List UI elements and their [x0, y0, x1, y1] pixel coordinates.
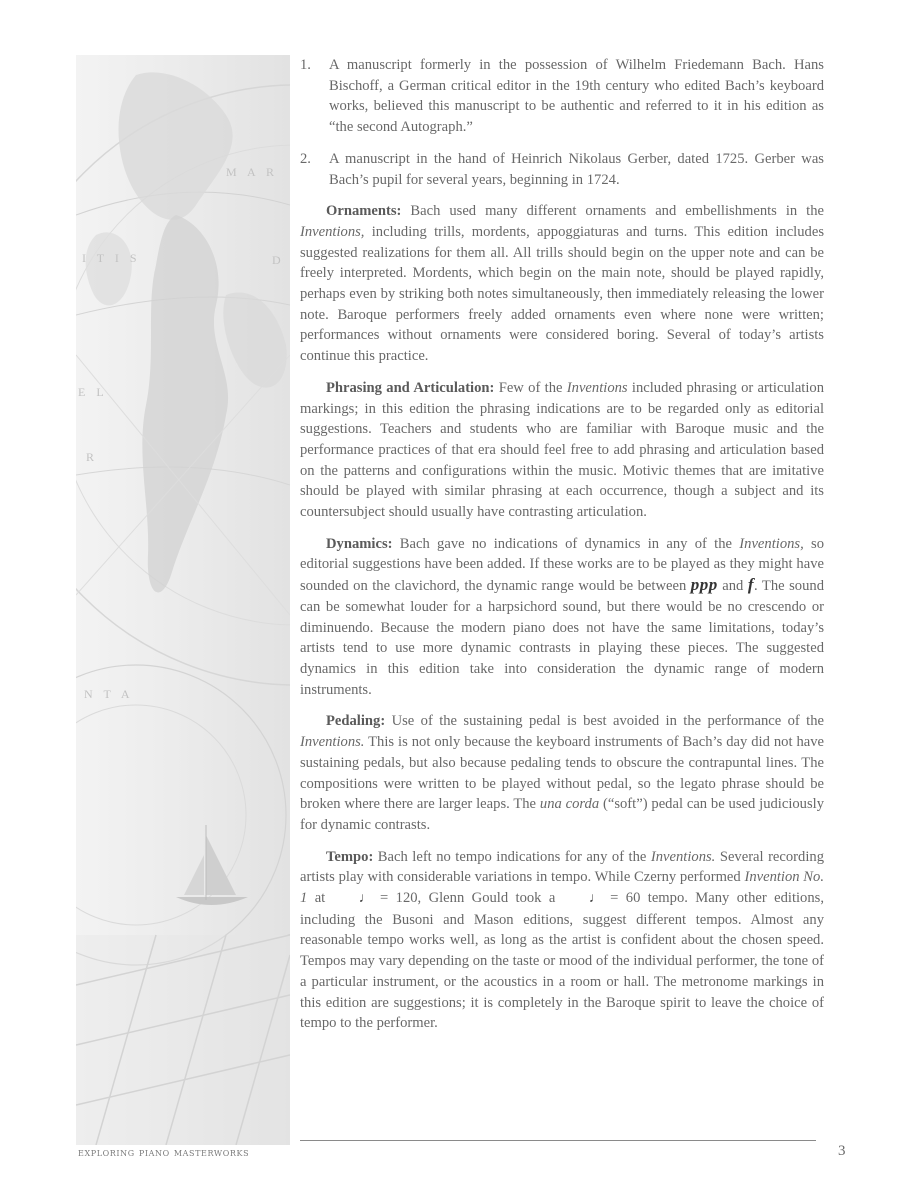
list-text: A manuscript formerly in the possession of Wilhelm Friedemann Bach. Hans Bischoff, a German critical editor in the 19th century who edited Bach’s keyboard works, believed this manuscript to be authentic and referred to it in his edition as “the second Autograph.”	[329, 57, 824, 136]
italic-title: Inventions.	[650, 848, 716, 865]
list-item	[300, 149, 824, 190]
section-heading: Dynamics:	[326, 535, 393, 552]
section-heading: Tempo:	[326, 848, 374, 865]
running-footer-title: exploring piano masterworks	[78, 1146, 250, 1159]
section-pedaling	[300, 711, 824, 835]
map-label: I T I S	[82, 251, 141, 265]
italic-title: Inventions,	[300, 223, 365, 240]
map-label: N T A	[84, 687, 134, 701]
section-dynamics	[300, 534, 824, 701]
body-text: Use of the sustaining pedal is best avoided in the performance of the	[385, 713, 824, 730]
map-label: D	[272, 253, 285, 267]
section-tempo	[300, 847, 824, 1034]
body-text: Bach gave no indications of dynamics in any of the	[392, 535, 740, 552]
italic-title: Inventions	[566, 379, 628, 396]
section-phrasing	[300, 378, 824, 523]
map-artwork	[76, 55, 290, 1145]
map-label: M A R	[226, 165, 279, 179]
list-item	[300, 55, 824, 138]
map-label: R	[86, 450, 99, 464]
body-text: Bach used many different ornaments and embellishments in the	[401, 203, 824, 220]
section-ornaments	[300, 201, 824, 367]
quarter-note-icon: ♩	[358, 891, 373, 907]
dynamic-marking-f: f	[747, 575, 755, 595]
list-number: 2.	[300, 150, 311, 167]
section-heading: Phrasing and Articulation:	[326, 379, 495, 396]
body-text: so editorial suggestions have been added. If these works are to be played as they might have sounded on the clavichord, the dynamic range would be between	[300, 535, 825, 595]
body-text: = 120, Glenn Gould took a	[372, 890, 563, 907]
list-text: A manuscript in the hand of Heinrich Nikolaus Gerber, dated 1725. Gerber was Bach’s pupil for several years, beginning in 1724.	[329, 150, 824, 188]
body-text: . The sound can be somewhat louder for a harpsichord sound, but there would be no crescendo or diminuendo. Because the modern piano does not have the same limitations, today’s artists tend to use more dynamic contrasts in playing these pieces. The suggested dynamics in this edition take into consideration the dynamic range of modern instruments.	[300, 578, 824, 698]
italic-title: Invention No. 1	[300, 869, 824, 907]
body-text: Bach left no tempo indications for any of the	[373, 848, 651, 865]
decorative-map-illustration	[76, 55, 290, 1145]
page-number: 3	[838, 1143, 846, 1159]
italic-title: Inventions,	[739, 535, 804, 552]
italic-term: una corda	[539, 796, 600, 813]
dynamic-marking-ppp: ppp	[690, 575, 718, 595]
main-text-column	[300, 55, 824, 1045]
body-text: This is not only because the keyboard instruments of Bach’s day did not have sustaining pedals, but also because pedaling tends to obscure the contrapuntal lines. The compositions were written to be played without pedal, so the legato phrase should be broken where there are larger leaps. The	[300, 734, 824, 813]
section-heading: Ornaments:	[326, 203, 402, 220]
italic-title: Inventions.	[300, 734, 365, 751]
body-text: including trills, mordents, appoggiaturas and turns. This edition includes suggested realizations for them all. All trills should begin on the upper note and can be freely interpreted. Mordents, which begin on the main note, should be played rapidly, perhaps even by striking both notes simultaneously, then immediately releasing the lower note. Baroque performers freely added ornaments even where none were written; performances without ornaments were considered boring. Several of today’s artists continue this practice.	[300, 223, 824, 365]
body-text: at	[307, 890, 333, 907]
section-heading: Pedaling:	[326, 713, 386, 730]
body-text: and	[717, 578, 748, 595]
body-text: Few of the	[494, 379, 567, 396]
body-text: included phrasing or articulation markings; in this edition the phrasing indications are to be regarded only as editorial suggestions. Teachers and students who are familiar with Baroque music and the performance practices of that era should feel free to add phrasing and articulation based on the patterns and configurations within the music. Motivic themes that are imitative should be played with similar phrasing at each occurrence, though a subject and its countersubject should usually have contrasting articulation.	[300, 379, 824, 521]
list-number: 1.	[300, 57, 311, 73]
body-text: (“soft”) pedal can be used judiciously for dynamic contrasts.	[300, 796, 825, 833]
body-text: = 60 tempo. Many other editions, including the Busoni and Mason editions, suggest different tempos. Almost any reasonable tempo works well, as long as the artist is confident about the chosen speed. Tempos may vary depending on the taste or mood of the individual performer, the tone of a particular instrument, or the acoustics in a room or hall. The metronome markings in this edition are suggestions; it is completely in the Baroque spirit to leave the choice of tempo to the performer.	[300, 890, 824, 1032]
map-label: E L	[78, 385, 108, 399]
body-text: Several recording artists play with considerable variations in tempo. While Czerny performed	[300, 848, 824, 886]
quarter-note-icon: ♩	[588, 891, 603, 907]
footer-rule	[300, 1140, 816, 1141]
